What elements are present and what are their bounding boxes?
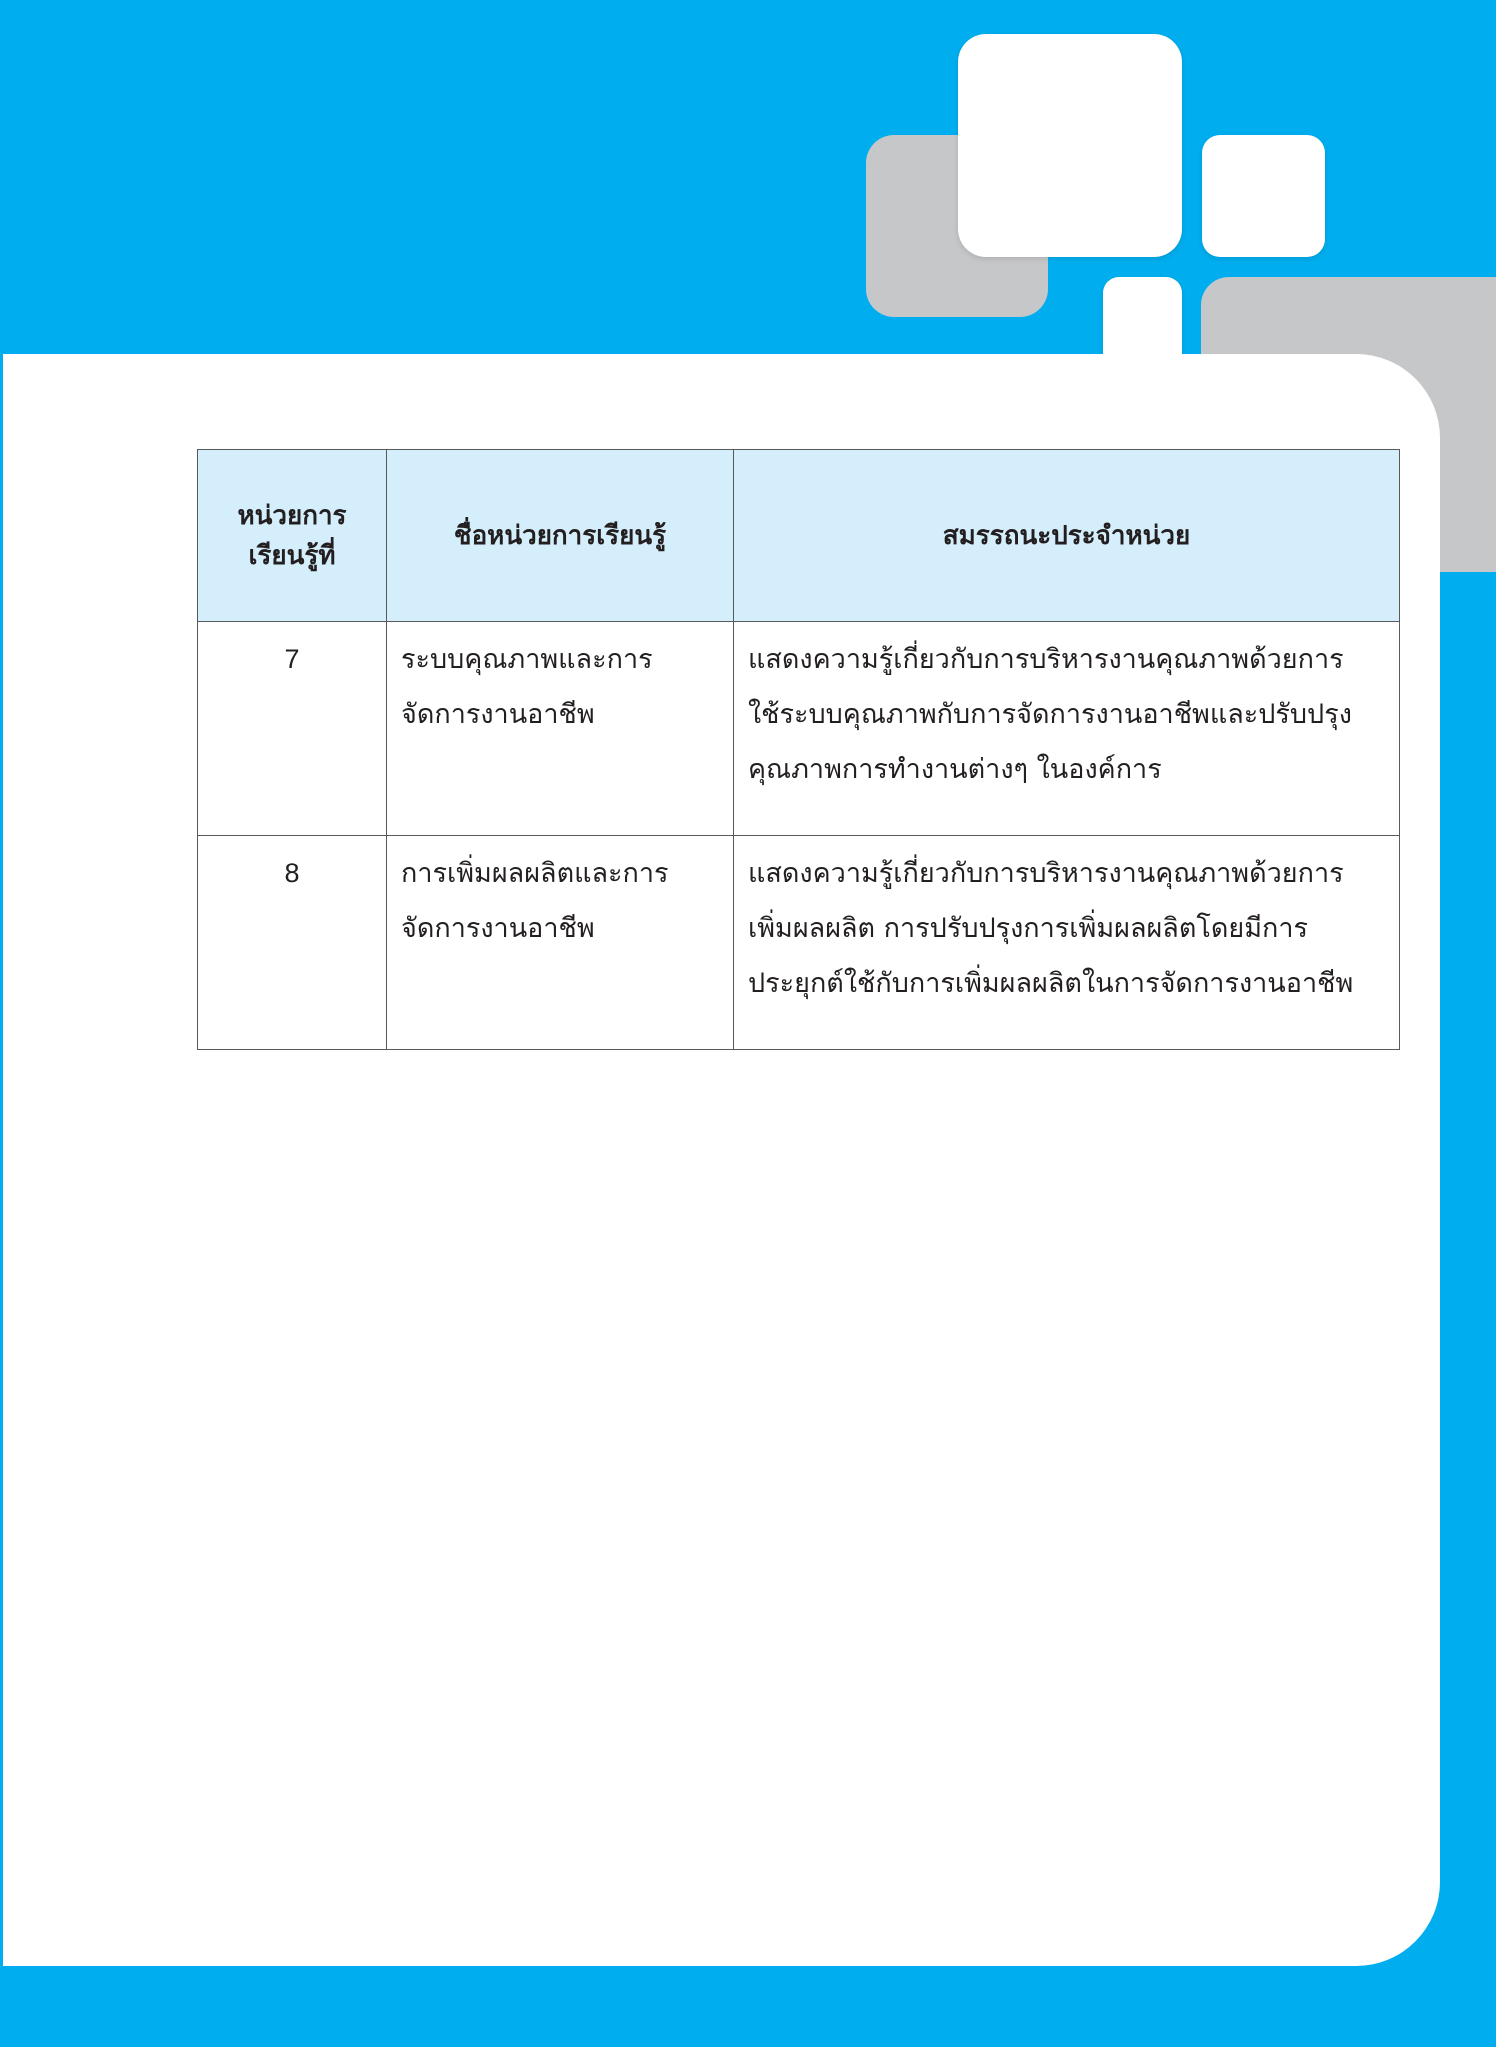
competency-cell: แสดงความรู้เกี่ยวกับการบริหารงานคุณภาพด้วยการ ใช้ระบบคุณภาพกับการจัดการงานอาชีพและปรับปรุง คุณภาพการทำงานต่างๆ ในองค์การ — [734, 622, 1400, 836]
competency-cell: แสดงความรู้เกี่ยวกับการบริหารงานคุณภาพด้วยการ เพิ่มผลผลิต การปรับปรุงการเพิ่มผลผลิตโดยมีการ ประยุกต์ใช้กับการเพิ่มผลผลิตในการจัดการงานอาชีพ — [734, 836, 1400, 1050]
table-row — [198, 836, 1400, 1050]
decor-square-white-small — [1202, 135, 1325, 257]
header-unit-name: ชื่อหน่วยการเรียนรู้ — [387, 450, 734, 622]
header-unit-number: หน่วยการ เรียนรู้ที่ — [198, 450, 387, 622]
unit-number-cell: 8 — [198, 836, 387, 1050]
unit-name-cell: การเพิ่มผลผลิตและการ จัดการงานอาชีพ — [387, 836, 734, 1050]
table-row — [198, 622, 1400, 836]
unit-name-cell: ระบบคุณภาพและการ จัดการงานอาชีพ — [387, 622, 734, 836]
header-competency: สมรรถนะประจำหน่วย — [734, 450, 1400, 622]
table-header-row — [198, 450, 1400, 622]
learning-units-table — [197, 449, 1400, 1050]
decor-square-white-large — [958, 34, 1182, 257]
unit-number-cell: 7 — [198, 622, 387, 836]
